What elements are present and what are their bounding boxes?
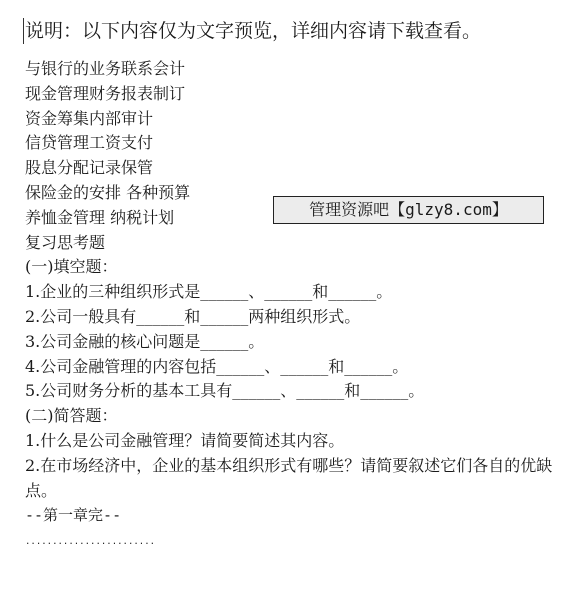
chapter-end: --第一章完-- bbox=[25, 506, 122, 525]
text-line: 资金筹集内部审计 bbox=[25, 108, 154, 128]
preview-notice: 说明：以下内容仅为文字预览，详细内容请下载查看。 bbox=[25, 20, 482, 42]
question-line: 1.企业的三种组织形式是______、______和______。 bbox=[25, 282, 393, 302]
text-line: 现金管理财务报表制订 bbox=[25, 83, 186, 103]
text-line: 股息分配记录保管 bbox=[25, 158, 154, 178]
text-line: 与银行的业务联系会计 bbox=[25, 59, 186, 78]
section-heading: (二)简答题： bbox=[25, 406, 118, 426]
text-line: 信贷管理工资支付 bbox=[25, 133, 154, 153]
dotted-line: ........................ bbox=[25, 537, 156, 547]
text-line: 养恤金管理 纳税计划 bbox=[25, 207, 175, 227]
watermark-stamp: 管理资源吧【glzy8.com】 bbox=[273, 196, 544, 224]
question-line: 4.公司金融管理的内容包括______、______和______。 bbox=[25, 356, 409, 376]
section-heading: (一)填空题： bbox=[25, 257, 118, 277]
question-line: 5.公司财务分析的基本工具有______、______和______。 bbox=[25, 381, 425, 401]
document-body bbox=[25, 57, 565, 528]
text-line: 保险金的安排 各种预算 bbox=[25, 182, 191, 202]
section-heading: 复习思考题 bbox=[25, 232, 106, 252]
question-line: 2.公司一般具有______和______两种组织形式。 bbox=[25, 306, 361, 326]
question-line: 2.在市场经济中，企业的基本组织形式有哪些？请简要叙述它们各自的优缺点。 bbox=[25, 455, 553, 500]
question-line: 1.什么是公司金融管理？请简要简述其内容。 bbox=[25, 430, 345, 450]
question-line: 3.公司金融的核心问题是______。 bbox=[25, 331, 265, 351]
